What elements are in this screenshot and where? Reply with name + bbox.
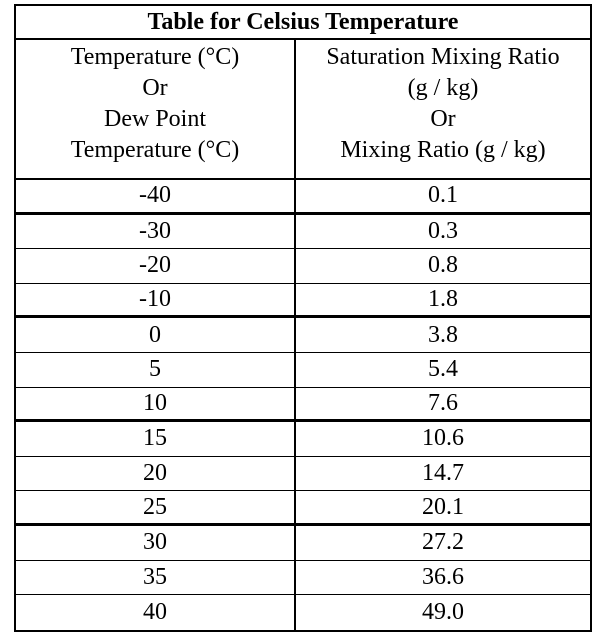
table-row [16,388,590,423]
temperature-cell: 0 [16,318,296,352]
temperature-cell: 40 [16,595,296,630]
table-row [16,422,590,457]
table-title: Table for Celsius Temperature [16,6,590,40]
mixing-ratio-cell: 1.8 [428,286,458,313]
temperature-cell: -30 [16,215,296,249]
celsius-table [14,4,592,632]
mixing-ratio-cell: 27.2 [422,529,464,556]
header-temperature-line: Temperature (°C) [70,137,240,163]
mixing-ratio-cell: 20.1 [422,493,464,520]
header-mixing-ratio [296,40,590,178]
temperature-cell: -40 [16,180,296,212]
temperature-cell: 20 [16,457,296,491]
temperature-cell: 35 [16,561,296,595]
table-row [16,595,590,630]
table-row [16,561,590,596]
mixing-ratio-cell: 49.0 [422,598,464,625]
header-temperature-line: Or [142,75,168,101]
table-row [16,284,590,319]
mixing-ratio-cell: 10.6 [422,425,464,452]
mixing-ratio-cell: 0.8 [428,252,458,279]
mixing-ratio-cell: 0.3 [428,217,458,244]
table-row [16,180,590,215]
mixing-ratio-cell: 5.4 [428,356,458,383]
mixing-ratio-cell: 3.8 [428,321,458,348]
mixing-ratio-cell: 36.6 [422,563,464,590]
header-mixing-ratio-line: Saturation Mixing Ratio [326,44,560,70]
mixing-ratio-cell: 7.6 [428,389,458,416]
temperature-cell: 25 [16,491,296,523]
header-temperature-line: Dew Point [104,106,206,132]
table-row [16,526,590,561]
header-temperature-line: Temperature (°C) [70,44,240,70]
table-row [16,457,590,492]
table-header-row [16,40,590,180]
temperature-cell: -10 [16,284,296,316]
table-row [16,249,590,284]
temperature-cell: 15 [16,422,296,456]
table-row [16,353,590,388]
header-temperature [16,40,296,178]
temperature-cell: 5 [16,353,296,387]
header-mixing-ratio-line: Or [430,106,456,132]
temperature-cell: 10 [16,388,296,420]
header-mixing-ratio-line: (g / kg) [407,75,479,101]
temperature-cell: -20 [16,249,296,283]
mixing-ratio-cell: 14.7 [422,460,464,487]
table-row [16,318,590,353]
temperature-cell: 30 [16,526,296,560]
table-row [16,491,590,526]
mixing-ratio-cell: 0.1 [428,182,458,209]
header-mixing-ratio-line: Mixing Ratio (g / kg) [340,137,546,163]
table-row [16,215,590,250]
